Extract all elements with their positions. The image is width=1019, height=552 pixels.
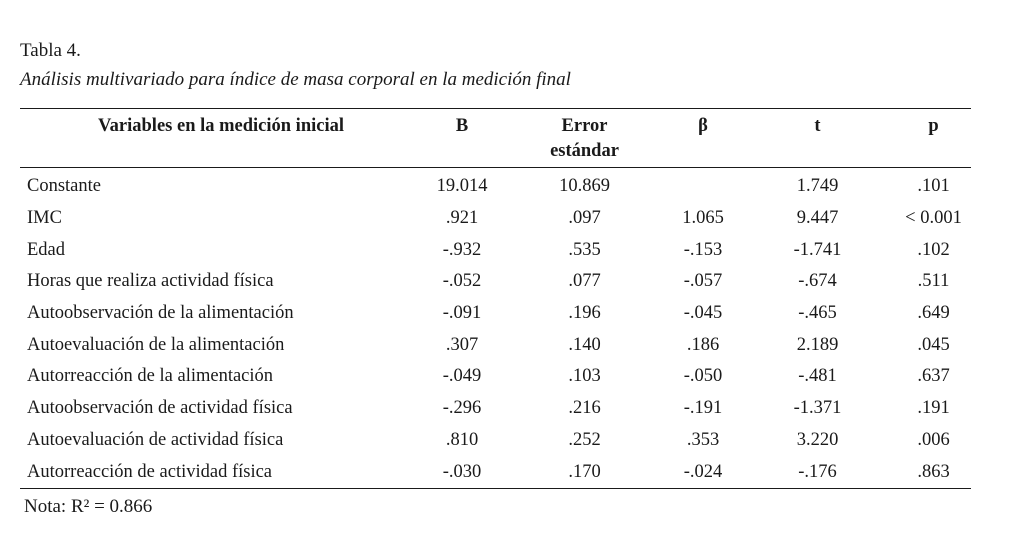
cell-beta: -.050 bbox=[683, 366, 723, 387]
header-beta: β bbox=[698, 116, 708, 136]
cell-b: 19.014 bbox=[436, 176, 488, 197]
cell-p: .101 bbox=[917, 176, 950, 197]
cell-variable: IMC bbox=[27, 208, 62, 229]
table-row bbox=[20, 425, 971, 457]
cell-t: -.481 bbox=[798, 366, 837, 387]
table-body bbox=[20, 168, 971, 489]
cell-t: 9.447 bbox=[796, 208, 839, 229]
cell-variable: Horas que realiza actividad física bbox=[27, 271, 274, 292]
cell-b: -.932 bbox=[442, 239, 482, 260]
cell-variable: Autorreacción de actividad física bbox=[27, 461, 273, 482]
table-row bbox=[20, 393, 971, 425]
cell-b: -.052 bbox=[442, 271, 482, 292]
cell-p: .191 bbox=[917, 398, 950, 419]
cell-b: -.049 bbox=[442, 366, 482, 387]
table-row bbox=[20, 168, 971, 203]
cell-p: .045 bbox=[917, 334, 950, 355]
table-label: Tabla 4. bbox=[20, 40, 81, 61]
cell-t: -.465 bbox=[798, 303, 837, 324]
table-row bbox=[20, 234, 971, 266]
cell-p: .006 bbox=[917, 429, 950, 450]
table-row bbox=[20, 361, 971, 393]
table-row bbox=[20, 329, 971, 361]
cell-error: .077 bbox=[568, 271, 601, 292]
results-table bbox=[20, 108, 971, 489]
header-b: B bbox=[455, 116, 469, 136]
cell-b: .307 bbox=[445, 334, 479, 355]
cell-p: .102 bbox=[917, 239, 950, 260]
cell-beta: .186 bbox=[686, 334, 720, 355]
cell-t: 2.189 bbox=[796, 334, 839, 355]
cell-b: .921 bbox=[445, 208, 479, 229]
cell-beta bbox=[667, 168, 739, 203]
table-row bbox=[20, 266, 971, 298]
cell-t: 1.749 bbox=[796, 176, 839, 197]
header-row bbox=[20, 109, 971, 168]
cell-b: -.030 bbox=[442, 461, 482, 482]
cell-beta: -.024 bbox=[683, 461, 723, 482]
cell-error: .097 bbox=[568, 208, 601, 229]
header-p: p bbox=[928, 116, 939, 136]
cell-p: .863 bbox=[917, 461, 950, 482]
cell-error: .103 bbox=[568, 366, 601, 387]
cell-error: .216 bbox=[568, 398, 601, 419]
cell-error: .140 bbox=[568, 334, 601, 355]
cell-variable: Autoobservación de actividad física bbox=[27, 398, 293, 419]
cell-variable: Autorreacción de la alimentación bbox=[27, 366, 274, 387]
cell-t: -1.371 bbox=[793, 398, 842, 419]
cell-error: .196 bbox=[568, 303, 601, 324]
cell-beta: -.057 bbox=[683, 271, 723, 292]
header-t: t bbox=[814, 116, 821, 136]
cell-t: -1.741 bbox=[793, 239, 842, 260]
cell-beta: -.045 bbox=[683, 303, 723, 324]
cell-b: .810 bbox=[445, 429, 479, 450]
cell-error: .535 bbox=[568, 239, 601, 260]
cell-beta: -.191 bbox=[683, 398, 723, 419]
cell-beta: 1.065 bbox=[682, 208, 724, 229]
cell-variable: Autoobservación de la alimentación bbox=[27, 303, 294, 324]
table-note: Nota: R² = 0.866 bbox=[24, 496, 153, 517]
cell-variable: Constante bbox=[27, 176, 101, 197]
table-row bbox=[20, 203, 971, 235]
cell-t: -.176 bbox=[798, 461, 837, 482]
cell-p: < 0.001 bbox=[905, 208, 962, 229]
cell-variable: Autoevaluación de actividad física bbox=[27, 429, 284, 450]
cell-t: -.674 bbox=[798, 271, 837, 292]
cell-p: .637 bbox=[917, 366, 950, 387]
cell-variable: Edad bbox=[27, 239, 66, 260]
cell-p: .649 bbox=[917, 303, 950, 324]
table-row bbox=[20, 456, 971, 488]
cell-error: 10.869 bbox=[559, 176, 610, 197]
cell-b: -.296 bbox=[442, 398, 482, 419]
cell-variable: Autoevaluación de la alimentación bbox=[27, 334, 285, 355]
cell-error: .252 bbox=[568, 429, 601, 450]
cell-b: -.091 bbox=[442, 303, 482, 324]
cell-p: .511 bbox=[917, 271, 950, 292]
cell-beta: .353 bbox=[686, 429, 720, 450]
cell-error: .170 bbox=[568, 461, 601, 482]
cell-beta: -.153 bbox=[683, 239, 723, 260]
table-title: Análisis multivariado para índice de masa corporal en la medición final bbox=[20, 69, 571, 90]
table-row bbox=[20, 298, 971, 330]
cell-t: 3.220 bbox=[796, 429, 839, 450]
header-error: Error estándar bbox=[550, 116, 619, 161]
header-variable: Variables en la medición inicial bbox=[98, 116, 344, 136]
